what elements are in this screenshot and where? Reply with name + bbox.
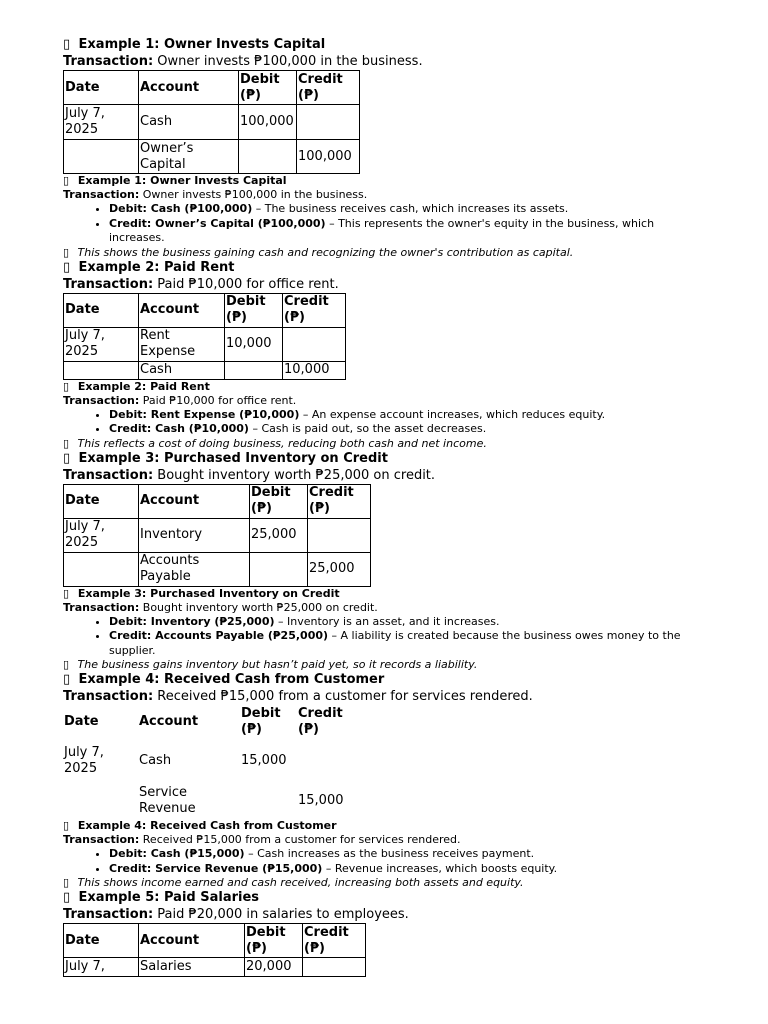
cell-account: Salaries <box>139 958 245 977</box>
missing-glyph-icon: ▯ <box>63 672 71 687</box>
cell-date <box>64 361 139 379</box>
table-row <box>63 783 360 819</box>
missing-glyph-icon: ▯ <box>63 379 70 393</box>
list-item: • Credit: Cash (₱10,000) – Cash is paid out, so the asset decreases. <box>109 422 713 437</box>
table-header-row <box>64 484 371 518</box>
list-item: • Credit: Owner’s Capital (₱100,000) – This represents the owner's equity in the business, which increases. <box>109 217 713 246</box>
list-item: • Debit: Inventory (₱25,000) – Inventory is an asset, and it increases. <box>109 615 713 630</box>
missing-glyph-icon: ▯ <box>63 259 71 275</box>
list-item: • Credit: Accounts Payable (₱25,000) – A liability is created because the business owes money to the supplier. <box>109 629 713 658</box>
example-4-note: ▯ This shows income earned and cash received, increasing both assets and equity. <box>63 876 524 889</box>
example-2-heading: ▯ Example 2: Paid Rent <box>63 259 235 275</box>
example-1-note: ▯ This shows the business gaining cash and recognizing the owner's contribution as capital. <box>63 245 574 259</box>
header-credit: Credit (₱) <box>298 706 343 737</box>
missing-glyph-icon: ▯ <box>63 890 71 905</box>
example-3-explanation-transaction: Transaction: Bought inventory worth ₱25,000 on credit. <box>63 600 378 614</box>
header-credit: Credit (₱) <box>303 924 366 958</box>
cell-credit: 25,000 <box>308 552 371 586</box>
table-row <box>64 958 366 977</box>
cell-debit: 10,000 <box>225 327 283 361</box>
example-4-heading: ▯ Example 4: Received Cash from Customer <box>63 672 385 687</box>
example-1-journal-table <box>63 70 360 174</box>
missing-glyph-icon: ▯ <box>63 174 70 187</box>
header-date: Date <box>64 714 99 729</box>
cell-credit: 10,000 <box>283 361 346 379</box>
cell-credit: 15,000 <box>298 793 344 808</box>
table-row <box>64 105 360 140</box>
cell-date: July 7, 2025 <box>64 327 139 361</box>
header-debit: Debit (₱) <box>245 924 303 958</box>
cell-debit: 20,000 <box>245 958 303 977</box>
table-header-row <box>64 71 360 105</box>
cell-account: Cash <box>139 105 239 140</box>
example-5-heading: ▯ Example 5: Paid Salaries <box>63 890 260 905</box>
example-2-explanation-transaction: Transaction: Paid ₱10,000 for office rent. <box>63 393 297 407</box>
table-header-row <box>63 705 360 739</box>
header-credit: Credit (₱) <box>283 293 346 327</box>
cell-account: Cash <box>139 753 172 768</box>
table-header-row <box>64 293 346 327</box>
cell-credit <box>297 105 360 140</box>
example-3-explanation-heading: ▯ Example 3: Purchased Inventory on Credit <box>63 586 340 600</box>
missing-glyph-icon: ▯ <box>63 450 71 466</box>
header-date: Date <box>64 484 139 518</box>
document-page <box>63 37 713 977</box>
cell-date <box>64 552 139 586</box>
example-1-explanation-list <box>63 202 713 246</box>
example-5-transaction: Transaction: Paid ₱20,000 in salaries to employees. <box>63 907 409 922</box>
header-debit: Debit (₱) <box>250 484 308 518</box>
cell-date <box>64 140 139 174</box>
list-item: • Debit: Cash (₱15,000) – Cash increases as the business receives payment. <box>109 847 713 862</box>
header-date: Date <box>64 71 139 105</box>
table-row <box>64 140 360 174</box>
example-5-journal-table <box>63 923 366 977</box>
cell-debit: 15,000 <box>241 753 287 768</box>
example-2-explanation-list <box>63 408 713 437</box>
example-3-heading: ▯ Example 3: Purchased Inventory on Credit <box>63 450 388 466</box>
cell-debit: 25,000 <box>250 518 308 552</box>
cell-credit <box>297 739 360 783</box>
example-2-transaction: Transaction: Paid ₱10,000 for office rent. <box>63 276 339 292</box>
example-4-explanation-transaction: Transaction: Received ₱15,000 from a customer for services rendered. <box>63 833 461 846</box>
missing-glyph-icon: ▯ <box>63 819 70 832</box>
cell-debit <box>225 361 283 379</box>
example-1-explanation-heading: ▯ Example 1: Owner Invests Capital <box>63 174 287 187</box>
header-date: Date <box>64 924 139 958</box>
cell-account: Service Revenue <box>139 785 196 816</box>
missing-glyph-icon: ▯ <box>63 658 70 671</box>
header-debit: Debit (₱) <box>239 71 297 105</box>
example-2-note: ▯ This reflects a cost of doing business, reducing both cash and net income. <box>63 436 487 450</box>
table-row <box>64 327 346 361</box>
example-1-transaction: Transaction: Owner invests ₱100,000 in the business. <box>63 54 423 69</box>
header-debit: Debit (₱) <box>241 706 281 737</box>
example-2-explanation-heading: ▯ Example 2: Paid Rent <box>63 379 210 393</box>
example-3-note: ▯ The business gains inventory but hasn’t paid yet, so it records a liability. <box>63 658 478 671</box>
header-account: Account <box>139 924 245 958</box>
cell-debit <box>239 140 297 174</box>
cell-date: July 7, <box>64 958 139 977</box>
cell-account: Owner’s Capital <box>139 140 239 174</box>
header-date: Date <box>64 293 139 327</box>
table-row <box>64 361 346 379</box>
example-1-heading: ▯ Example 1: Owner Invests Capital <box>63 37 326 52</box>
cell-date: July 7, 2025 <box>64 105 139 140</box>
example-3-transaction: Transaction: Bought inventory worth ₱25,000 on credit. <box>63 467 436 483</box>
missing-glyph-icon: ▯ <box>63 245 70 259</box>
cell-debit: 100,000 <box>239 105 297 140</box>
cell-debit <box>240 783 297 819</box>
header-debit: Debit (₱) <box>225 293 283 327</box>
header-account: Account <box>139 484 250 518</box>
example-4-journal-table <box>63 705 360 819</box>
header-credit: Credit (₱) <box>297 71 360 105</box>
cell-account: Cash <box>139 361 225 379</box>
example-3-explanation-list <box>63 615 713 659</box>
table-row <box>64 552 371 586</box>
example-4-transaction: Transaction: Received ₱15,000 from a customer for services rendered. <box>63 689 533 704</box>
table-header-row <box>64 924 366 958</box>
table-row <box>63 739 360 783</box>
example-1-explanation-transaction: Transaction: Owner invests ₱100,000 in the business. <box>63 188 368 201</box>
cell-account: Rent Expense <box>139 327 225 361</box>
missing-glyph-icon: ▯ <box>63 586 70 600</box>
cell-date <box>63 783 138 819</box>
cell-credit: 100,000 <box>297 140 360 174</box>
missing-glyph-icon: ▯ <box>63 436 70 450</box>
cell-debit <box>250 552 308 586</box>
missing-glyph-icon: ▯ <box>63 876 70 889</box>
header-credit: Credit (₱) <box>308 484 371 518</box>
cell-credit <box>308 518 371 552</box>
list-item: • Debit: Cash (₱100,000) – The business receives cash, which increases its assets. <box>109 202 713 217</box>
table-row <box>64 518 371 552</box>
header-account: Account <box>139 293 225 327</box>
header-account: Account <box>139 714 199 729</box>
cell-date: July 7, 2025 <box>64 745 104 776</box>
example-4-explanation-list <box>63 847 713 876</box>
cell-date: July 7, 2025 <box>64 518 139 552</box>
header-account: Account <box>139 71 239 105</box>
cell-account: Inventory <box>139 518 250 552</box>
example-4-explanation-heading: ▯ Example 4: Received Cash from Customer <box>63 819 337 832</box>
list-item: • Credit: Service Revenue (₱15,000) – Revenue increases, which boosts equity. <box>109 862 713 877</box>
missing-glyph-icon: ▯ <box>63 37 71 52</box>
example-3-journal-table <box>63 484 371 587</box>
cell-credit <box>303 958 366 977</box>
cell-credit <box>283 327 346 361</box>
example-2-journal-table <box>63 293 346 380</box>
list-item: • Debit: Rent Expense (₱10,000) – An expense account increases, which reduces equity. <box>109 408 713 423</box>
cell-account: Accounts Payable <box>139 552 250 586</box>
